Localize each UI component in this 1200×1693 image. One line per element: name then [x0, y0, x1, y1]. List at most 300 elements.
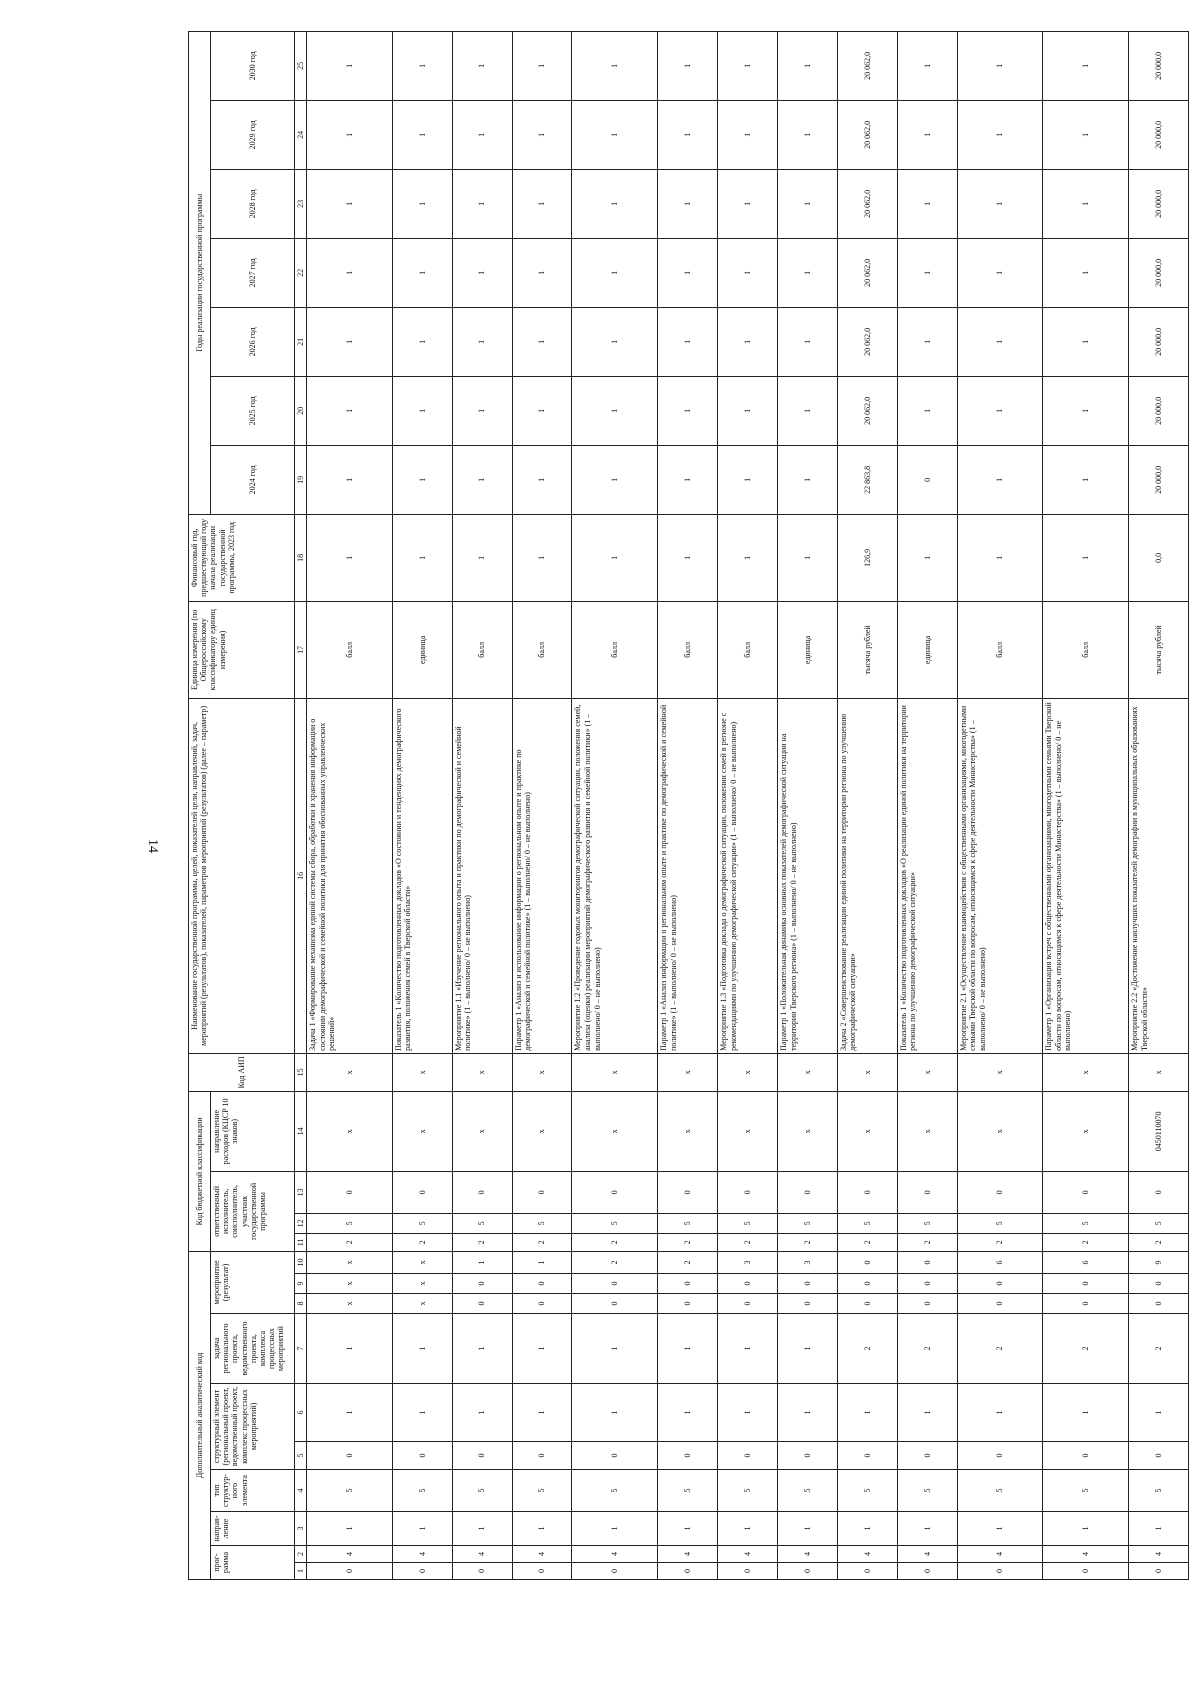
- value-cell: 20 062,0: [837, 169, 897, 238]
- value-cell: 1: [718, 307, 778, 376]
- code-cell: x: [512, 1053, 572, 1091]
- code-cell: 5: [452, 1213, 512, 1233]
- code-cell: 0450110070: [1129, 1091, 1189, 1171]
- value-cell: 1: [307, 307, 393, 376]
- code-cell: 2: [392, 1233, 452, 1251]
- value-cell: 1: [957, 307, 1043, 376]
- header-zadacha: задача регионального проекта, ведомственного проекта, комплекса процессных мероприятий: [211, 1314, 295, 1384]
- code-cell: 0: [777, 1171, 837, 1213]
- value-cell: 1: [392, 376, 452, 445]
- value-cell: 1: [452, 307, 512, 376]
- code-cell: 2: [658, 1233, 718, 1251]
- value-cell: 1: [572, 169, 658, 238]
- code-cell: 0: [897, 1563, 957, 1580]
- code-cell: 0: [837, 1442, 897, 1470]
- code-cell: 1: [392, 1314, 452, 1384]
- landscape-table-frame: [188, 51, 1189, 1580]
- header-struct-element: структурный элемент (региональный проект, ведомственный проект, комплекс процессных мероприятий): [211, 1384, 295, 1470]
- code-cell: 1: [392, 1512, 452, 1546]
- value-cell: 20 000,0: [1129, 307, 1189, 376]
- code-cell: x: [957, 1091, 1043, 1171]
- code-cell: 2: [1129, 1233, 1189, 1251]
- row-description: Мероприятие 1.1 «Изучение регионального опыта и практики по демографической и семейной политике» (1 – выполнено/ 0 – не выполнено): [452, 698, 512, 1053]
- code-cell: 0: [1129, 1563, 1189, 1580]
- code-cell: 0: [777, 1274, 837, 1294]
- code-cell: 1: [718, 1512, 778, 1546]
- code-cell: 0: [837, 1563, 897, 1580]
- value-cell: 1: [572, 100, 658, 169]
- unit-cell: балл: [572, 601, 658, 698]
- unit-cell: тысяча рублей: [837, 601, 897, 698]
- row-description: Параметр 1 «Организация встреч с общественными организациями, многодетными семьями Тверской области по вопросам, относящимся к сфере деятельности Министерства» (1 – выполнено/ 0 – не выполнено): [1043, 698, 1129, 1053]
- code-cell: 4: [307, 1546, 393, 1563]
- row-description: Мероприятие 1.2 «Проведение годовых мониторингов демографической ситуации, положения семей, анализа (оценки) реализации мероприятий демографического развития и семейной политики» (1 – выполнено/ 0 – не выполнено): [572, 698, 658, 1053]
- column-number: 22: [295, 238, 307, 307]
- unit-cell: балл: [1043, 601, 1129, 698]
- code-cell: 0: [837, 1251, 897, 1273]
- code-cell: 1: [512, 1314, 572, 1384]
- code-cell: 4: [1129, 1546, 1189, 1563]
- code-cell: x: [572, 1053, 658, 1091]
- code-cell: 5: [307, 1213, 393, 1233]
- code-cell: 4: [957, 1546, 1043, 1563]
- value-cell: 1: [512, 169, 572, 238]
- code-cell: 5: [718, 1470, 778, 1512]
- code-cell: 1: [1043, 1512, 1129, 1546]
- code-cell: 1: [897, 1384, 957, 1442]
- code-cell: 0: [392, 1171, 452, 1213]
- code-cell: 0: [307, 1171, 393, 1213]
- row-description: Параметр 1 «Положительная динамика основных показателей демографической ситуации на территории Тверского региона» (1 – выполнено/ 0 – не выполнено): [777, 698, 837, 1053]
- code-cell: x: [897, 1053, 957, 1091]
- row-description: Задача 2 «Совершенствование реализации единой политики на территории региона по улучшению демографической ситуации»: [837, 698, 897, 1053]
- code-cell: 0: [1129, 1442, 1189, 1470]
- code-cell: x: [307, 1053, 393, 1091]
- code-cell: 0: [1129, 1294, 1189, 1314]
- code-cell: x: [837, 1053, 897, 1091]
- code-cell: 5: [1043, 1470, 1129, 1512]
- value-cell: 1: [392, 514, 452, 601]
- code-cell: x: [1043, 1053, 1129, 1091]
- code-cell: 0: [718, 1563, 778, 1580]
- code-cell: 1: [1129, 1512, 1189, 1546]
- column-number: 3: [295, 1512, 307, 1546]
- code-cell: 4: [658, 1546, 718, 1563]
- code-cell: x: [452, 1053, 512, 1091]
- code-cell: 4: [512, 1546, 572, 1563]
- value-cell: 1: [658, 376, 718, 445]
- code-cell: 0: [307, 1563, 393, 1580]
- code-cell: 5: [837, 1470, 897, 1512]
- code-cell: 0: [837, 1294, 897, 1314]
- column-number: 5: [295, 1442, 307, 1470]
- value-cell: 20 062,0: [837, 238, 897, 307]
- code-cell: 6: [1043, 1251, 1129, 1273]
- code-cell: 0: [957, 1294, 1043, 1314]
- value-cell: 1: [452, 238, 512, 307]
- value-cell: 1: [777, 100, 837, 169]
- code-cell: 5: [658, 1213, 718, 1233]
- code-cell: 0: [957, 1442, 1043, 1470]
- value-cell: 1: [392, 238, 452, 307]
- value-cell: 1: [658, 31, 718, 100]
- code-cell: 0: [512, 1274, 572, 1294]
- code-cell: 0: [658, 1274, 718, 1294]
- code-cell: x: [658, 1091, 718, 1171]
- code-cell: 1: [572, 1384, 658, 1442]
- code-cell: 0: [572, 1563, 658, 1580]
- value-cell: 1: [1043, 169, 1129, 238]
- code-cell: 2: [1129, 1314, 1189, 1384]
- code-cell: 0: [777, 1294, 837, 1314]
- code-cell: x: [1043, 1091, 1129, 1171]
- value-cell: 1: [897, 100, 957, 169]
- value-cell: 1: [452, 100, 512, 169]
- code-cell: 6: [957, 1251, 1043, 1273]
- code-cell: 0: [718, 1442, 778, 1470]
- code-cell: 1: [957, 1384, 1043, 1442]
- header-programma: прог-рамма: [211, 1546, 295, 1580]
- code-cell: 0: [452, 1294, 512, 1314]
- value-cell: 1: [307, 514, 393, 601]
- code-cell: 0: [1043, 1442, 1129, 1470]
- column-number: 24: [295, 100, 307, 169]
- code-cell: 0: [307, 1442, 393, 1470]
- code-cell: 0: [572, 1274, 658, 1294]
- code-cell: x: [1129, 1053, 1189, 1091]
- code-cell: 0: [512, 1442, 572, 1470]
- column-number: 14: [295, 1091, 307, 1171]
- value-cell: 20 000,0: [1129, 169, 1189, 238]
- code-cell: 5: [957, 1470, 1043, 1512]
- year-2029: 2029 год: [211, 100, 295, 169]
- code-cell: 5: [658, 1470, 718, 1512]
- value-cell: 1: [718, 238, 778, 307]
- value-cell: 1: [307, 376, 393, 445]
- value-cell: 1: [658, 238, 718, 307]
- value-cell: 20 000,0: [1129, 376, 1189, 445]
- code-cell: 1: [512, 1384, 572, 1442]
- table-row: [1129, 31, 1189, 1579]
- value-cell: 1: [392, 100, 452, 169]
- year-2024: 2024 год: [211, 445, 295, 514]
- column-number: 7: [295, 1314, 307, 1384]
- code-cell: 0: [452, 1274, 512, 1294]
- row-description: Мероприятие 2.2 «Достижение наилучших показателей демографии в муниципальных образованиях Тверской области»: [1129, 698, 1189, 1053]
- value-cell: 1: [452, 445, 512, 514]
- value-cell: 1: [718, 169, 778, 238]
- table-row: [718, 31, 778, 1579]
- value-cell: 1: [777, 31, 837, 100]
- value-cell: 1: [1043, 238, 1129, 307]
- code-cell: 1: [957, 1512, 1043, 1546]
- value-cell: 1: [452, 31, 512, 100]
- code-cell: 4: [1043, 1546, 1129, 1563]
- value-cell: 20 000,0: [1129, 31, 1189, 100]
- code-cell: 1: [452, 1251, 512, 1273]
- code-cell: 3: [777, 1251, 837, 1273]
- value-cell: 1: [452, 376, 512, 445]
- code-cell: 1: [777, 1512, 837, 1546]
- code-cell: 5: [837, 1213, 897, 1233]
- value-cell: 1: [777, 238, 837, 307]
- column-number: 1: [295, 1563, 307, 1580]
- code-cell: 2: [1043, 1314, 1129, 1384]
- value-cell: 1: [512, 307, 572, 376]
- code-cell: 5: [777, 1213, 837, 1233]
- code-cell: 0: [1043, 1294, 1129, 1314]
- code-cell: 0: [572, 1294, 658, 1314]
- value-cell: 1: [777, 307, 837, 376]
- code-cell: 1: [897, 1512, 957, 1546]
- code-cell: 1: [307, 1384, 393, 1442]
- column-number: 2: [295, 1546, 307, 1563]
- value-cell: 1: [777, 169, 837, 238]
- value-cell: 1: [572, 376, 658, 445]
- value-cell: 1: [512, 376, 572, 445]
- column-number: 6: [295, 1384, 307, 1442]
- code-cell: 0: [1129, 1171, 1189, 1213]
- code-cell: 4: [837, 1546, 897, 1563]
- code-cell: 1: [307, 1512, 393, 1546]
- value-cell: 1: [718, 31, 778, 100]
- header-rashody: направление расходов (КЦСР 10 знаков): [211, 1091, 295, 1171]
- value-cell: 0: [897, 445, 957, 514]
- row-description: Мероприятие 1.3 «Подготовка доклада о демографической ситуации, положении семей в регионе с рекомендациями по улучшению демографической ситуации» (1 – выполнено/ 0 – не выполнено): [718, 698, 778, 1053]
- code-cell: 5: [957, 1213, 1043, 1233]
- code-cell: x: [777, 1053, 837, 1091]
- value-cell: 1: [1043, 376, 1129, 445]
- unit-cell: тысяча рублей: [1129, 601, 1189, 698]
- code-cell: x: [392, 1053, 452, 1091]
- value-cell: 1: [658, 514, 718, 601]
- row-description: Задача 1 «Формирование механизма единой системы сбора, обработки и хранения информации о состоянии демографической и семейной политики для принятия обоснованных управленческих решений»: [307, 698, 393, 1053]
- code-cell: 2: [452, 1233, 512, 1251]
- code-cell: 0: [658, 1294, 718, 1314]
- code-cell: x: [452, 1091, 512, 1171]
- year-2027: 2027 год: [211, 238, 295, 307]
- table-row: [837, 31, 897, 1579]
- code-cell: 5: [777, 1470, 837, 1512]
- code-cell: 2: [572, 1233, 658, 1251]
- code-cell: x: [718, 1053, 778, 1091]
- column-number: 16: [295, 698, 307, 1053]
- value-cell: 1: [777, 445, 837, 514]
- code-cell: x: [512, 1091, 572, 1171]
- code-cell: 1: [307, 1314, 393, 1384]
- code-cell: 5: [307, 1470, 393, 1512]
- code-cell: x: [392, 1091, 452, 1171]
- code-cell: 0: [572, 1442, 658, 1470]
- value-cell: 1: [392, 31, 452, 100]
- value-cell: 126,9: [837, 514, 897, 601]
- value-cell: 1: [897, 514, 957, 601]
- year-2025: 2025 год: [211, 376, 295, 445]
- code-cell: 2: [1043, 1233, 1129, 1251]
- year-2030: 2030 год: [211, 31, 295, 100]
- code-cell: 2: [718, 1233, 778, 1251]
- code-cell: 0: [1129, 1274, 1189, 1294]
- code-cell: 1: [837, 1512, 897, 1546]
- table-row: [897, 31, 957, 1579]
- column-number: 23: [295, 169, 307, 238]
- code-cell: 0: [658, 1563, 718, 1580]
- code-cell: 1: [512, 1251, 572, 1273]
- value-cell: 1: [897, 376, 957, 445]
- code-cell: 1: [572, 1314, 658, 1384]
- column-number: 13: [295, 1171, 307, 1213]
- value-cell: 1: [957, 169, 1043, 238]
- code-cell: x: [392, 1294, 452, 1314]
- code-cell: 0: [718, 1171, 778, 1213]
- value-cell: 1: [777, 376, 837, 445]
- value-cell: 1: [572, 31, 658, 100]
- code-cell: 0: [957, 1274, 1043, 1294]
- code-cell: 0: [452, 1442, 512, 1470]
- code-cell: 0: [897, 1442, 957, 1470]
- code-cell: x: [307, 1251, 393, 1273]
- code-cell: 4: [392, 1546, 452, 1563]
- column-number: 17: [295, 601, 307, 698]
- unit-cell: балл: [957, 601, 1043, 698]
- code-cell: 0: [957, 1171, 1043, 1213]
- year-2028: 2028 год: [211, 169, 295, 238]
- value-cell: 1: [307, 445, 393, 514]
- value-cell: 1: [512, 445, 572, 514]
- value-cell: 1: [572, 514, 658, 601]
- value-cell: 1: [392, 445, 452, 514]
- code-cell: 4: [718, 1546, 778, 1563]
- row-description: Показатель 1 «Количество подготовленных докладов «О реализации единой политики на территории региона по улучшению демографической ситуации»: [897, 698, 957, 1053]
- value-cell: 1: [718, 514, 778, 601]
- value-cell: 1: [572, 445, 658, 514]
- value-cell: 1: [957, 238, 1043, 307]
- header-fin-year: Финансовый год, предшествующий году начала реализации государственной программы, 2023 год: [189, 514, 295, 601]
- table-row: [572, 31, 658, 1579]
- code-cell: 1: [718, 1384, 778, 1442]
- column-number: 4: [295, 1470, 307, 1512]
- value-cell: 1: [897, 307, 957, 376]
- code-cell: 2: [572, 1251, 658, 1273]
- code-cell: 0: [452, 1171, 512, 1213]
- column-number: 21: [295, 307, 307, 376]
- value-cell: 1: [512, 31, 572, 100]
- rotated-table-area: [188, 51, 1189, 1580]
- code-cell: 1: [837, 1384, 897, 1442]
- value-cell: 1: [307, 100, 393, 169]
- code-cell: 0: [777, 1442, 837, 1470]
- code-cell: 0: [837, 1274, 897, 1294]
- value-cell: 0,0: [1129, 514, 1189, 601]
- value-cell: 1: [512, 100, 572, 169]
- header-budget-code: Код бюджетной классификации: [189, 1091, 211, 1251]
- value-cell: 1: [897, 169, 957, 238]
- value-cell: 20 000,0: [1129, 100, 1189, 169]
- row-description: Показатель 1 «Количество подготовленных докладов «О состоянии и тенденциях демографического развития, положения семей в Тверской области»: [392, 698, 452, 1053]
- table-row: [777, 31, 837, 1579]
- column-number: 19: [295, 445, 307, 514]
- value-cell: 1: [307, 31, 393, 100]
- code-cell: x: [777, 1091, 837, 1171]
- unit-cell: единица: [392, 601, 452, 698]
- code-cell: 0: [452, 1563, 512, 1580]
- row-description: Параметр 1 «Анализ информации о региональном опыте и практике по демографической и семейной политике» (1 – выполнено/ 0 – не выполнено): [658, 698, 718, 1053]
- code-cell: 0: [957, 1563, 1043, 1580]
- unit-cell: балл: [718, 601, 778, 698]
- value-cell: 1: [957, 376, 1043, 445]
- value-cell: 20 000,0: [1129, 238, 1189, 307]
- code-cell: 5: [512, 1213, 572, 1233]
- header-years: Годы реализации государственной программы: [189, 31, 211, 514]
- value-cell: 1: [512, 238, 572, 307]
- code-cell: 2: [897, 1233, 957, 1251]
- column-number: 8: [295, 1294, 307, 1314]
- code-cell: 1: [1043, 1384, 1129, 1442]
- value-cell: 1: [897, 31, 957, 100]
- code-cell: 2: [658, 1251, 718, 1273]
- code-cell: 1: [572, 1512, 658, 1546]
- header-napravlenie: направ-ление: [211, 1512, 295, 1546]
- code-cell: x: [392, 1274, 452, 1294]
- value-cell: 1: [1043, 100, 1129, 169]
- value-cell: 1: [512, 514, 572, 601]
- unit-cell: балл: [512, 601, 572, 698]
- code-cell: 5: [572, 1470, 658, 1512]
- code-cell: 1: [512, 1512, 572, 1546]
- unit-cell: балл: [307, 601, 393, 698]
- row-description: Мероприятие 2.1 «Осуществление взаимодействия с общественными организациями, многодетными семьями Тверской области по вопросам, относящимся к сфере деятельности Министерства» (1 – выполнено/ 0 – не выполнено): [957, 698, 1043, 1053]
- header-kod-aip: Код АИП: [189, 1053, 295, 1091]
- table-row: [307, 31, 393, 1579]
- code-cell: 1: [718, 1314, 778, 1384]
- code-cell: 0: [512, 1171, 572, 1213]
- code-cell: 0: [512, 1294, 572, 1314]
- code-cell: 1: [1129, 1384, 1189, 1442]
- code-cell: 5: [452, 1470, 512, 1512]
- value-cell: 1: [777, 514, 837, 601]
- value-cell: 20 062,0: [837, 100, 897, 169]
- code-cell: 0: [897, 1294, 957, 1314]
- table-row: [512, 31, 572, 1579]
- code-cell: x: [392, 1251, 452, 1273]
- value-cell: 1: [307, 238, 393, 307]
- unit-cell: единица: [777, 601, 837, 698]
- header-naming: Наименование государственной программы, целей, показателей цели, направлений, задач, мероприятий (результатов), показателей, параметров мероприятий (результатов) (далее – параметр): [189, 698, 295, 1053]
- code-cell: 0: [658, 1171, 718, 1213]
- code-cell: 0: [718, 1294, 778, 1314]
- value-cell: 1: [658, 307, 718, 376]
- code-cell: 2: [957, 1233, 1043, 1251]
- header-tip: тип структур-ного элемента: [211, 1470, 295, 1512]
- value-cell: 1: [392, 307, 452, 376]
- code-cell: 2: [957, 1314, 1043, 1384]
- table-row: [392, 31, 452, 1579]
- column-number: 11: [295, 1233, 307, 1251]
- value-cell: 1: [658, 169, 718, 238]
- value-cell: 1: [1043, 445, 1129, 514]
- value-cell: 1: [957, 100, 1043, 169]
- table-body: [307, 31, 1189, 1579]
- code-cell: 5: [572, 1213, 658, 1233]
- code-cell: 0: [512, 1563, 572, 1580]
- value-cell: 1: [718, 445, 778, 514]
- code-cell: x: [307, 1294, 393, 1314]
- column-number: 10: [295, 1251, 307, 1273]
- code-cell: 4: [452, 1546, 512, 1563]
- value-cell: 1: [572, 238, 658, 307]
- value-cell: 1: [1043, 514, 1129, 601]
- code-cell: 5: [392, 1213, 452, 1233]
